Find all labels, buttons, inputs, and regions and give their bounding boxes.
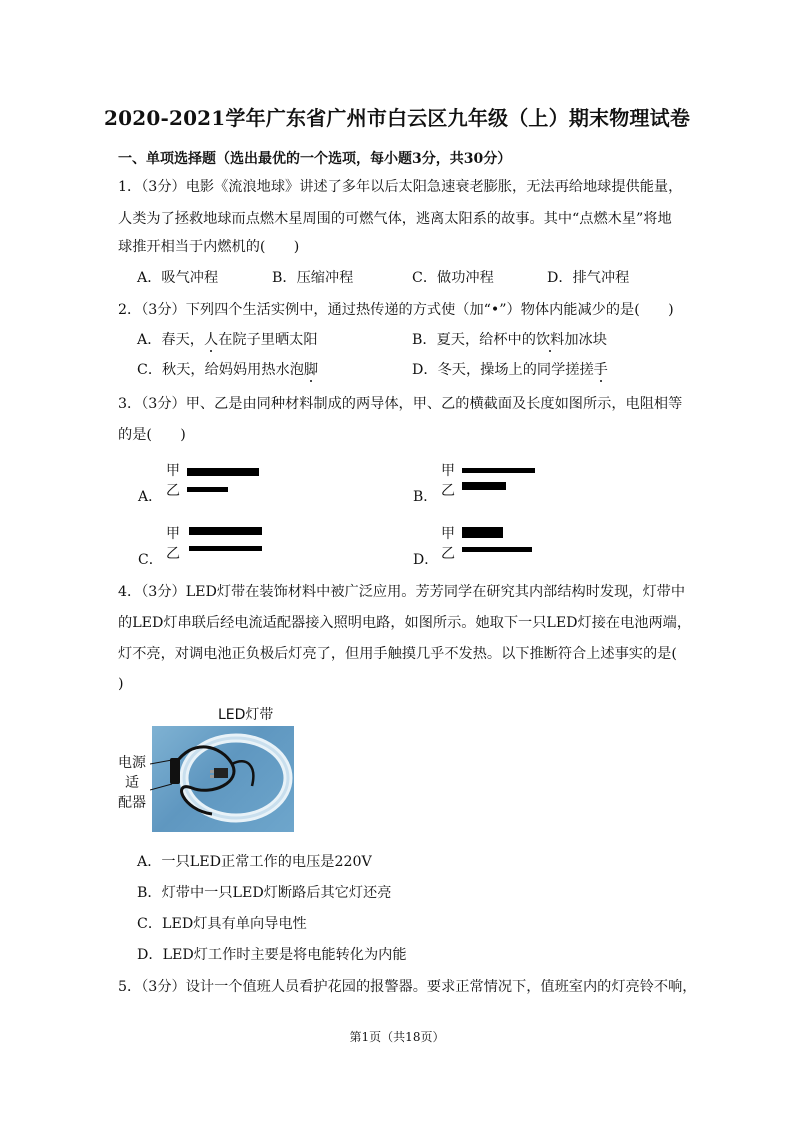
q2-stem-dot: • xyxy=(490,302,500,318)
q1-line2: 人类为了拯救地球而点燃木星周围的可燃气体，逃离太阳系的故事。其中“点燃木星”将地 xyxy=(118,211,672,227)
q2-option-c-dot: 脚 xyxy=(303,362,319,378)
label-jia: 甲 xyxy=(441,463,455,479)
adapter-label-3: 配器 xyxy=(118,795,146,811)
adapter-pointer-lines xyxy=(150,756,180,796)
label-jia: 甲 xyxy=(166,463,180,479)
section-heading: 一、单项选择题（选出最优的一个选项，每小题3分，共30分） xyxy=(118,151,512,167)
q1-option-a: A．吸气冲程 xyxy=(137,270,219,286)
q4-option-b: B．灯带中一只LED灯断路后其它灯还亮 xyxy=(137,885,392,901)
conductor-yi-bar xyxy=(462,482,506,490)
conductor-yi-bar xyxy=(187,487,228,492)
conductor-jia-bar xyxy=(189,527,262,535)
q3-line2: 的是( ) xyxy=(118,427,186,443)
q1-option-d: D．排气冲程 xyxy=(547,270,630,286)
label-yi: 乙 xyxy=(166,483,180,499)
conductor-yi-bar xyxy=(462,547,532,552)
q2-option-d xyxy=(412,363,608,377)
option-label-a: A． xyxy=(138,489,163,505)
q2-option-c-pre: C．秋天，给妈妈用热水泡 xyxy=(137,362,304,378)
page-title: 2020-2021学年广东省广州市白云区九年级（上）期末物理试卷 xyxy=(103,106,691,130)
q5-line1: 5．（3分）设计一个值班人员看护花园的报警器。要求正常情况下，值班室内的灯亮铃不响， xyxy=(118,979,697,995)
q4-option-a: A．一只LED正常工作的电压是220V xyxy=(137,854,372,870)
q1-option-c: C．做功冲程 xyxy=(412,270,494,286)
conductor-jia-bar xyxy=(462,468,535,473)
q4-line2: 的LED灯串联后经电流适配器接入照明电路，如图所示。她取下一只LED灯接在电池两端， xyxy=(118,615,692,631)
q1-line3: 球推开相当于内燃机的( ) xyxy=(118,239,300,255)
q2-option-a xyxy=(137,333,318,347)
q2-option-c xyxy=(137,363,318,377)
q4-line4: ) xyxy=(118,676,124,692)
conductor-jia-bar xyxy=(462,527,503,538)
q1-line1: 1．（3分）电影《流浪地球》讲述了多年以后太阳急速衰老膨胀，无法再给地球提供能量， xyxy=(118,179,683,195)
option-label-d: D． xyxy=(413,552,439,568)
q4-line1: 4．（3分）LED灯带在装饰材料中被广泛应用。芳芳同学在研究其内部结构时发现，灯带中 xyxy=(118,584,686,600)
q2-option-b-dot: 饮料 xyxy=(535,332,565,348)
conductor-jia-bar xyxy=(187,468,259,476)
label-jia: 甲 xyxy=(166,526,180,542)
q2-option-d-pre: D．冬天，操场上的同学搓搓 xyxy=(412,362,594,378)
q2-option-a-pre: A．春天， xyxy=(137,332,204,348)
label-yi: 乙 xyxy=(441,546,455,562)
q2-option-b-post: 加冰块 xyxy=(564,332,607,348)
q2-option-a-dot: 人 xyxy=(204,332,219,348)
option-label-b: B． xyxy=(413,489,438,505)
q2-option-d-dot: 手 xyxy=(593,362,608,378)
label-yi: 乙 xyxy=(441,483,455,499)
q3-line1: 3．（3分）甲、乙是由同种材料制成的两导体，甲、乙的横截面及长度如图所示，电阻相等 xyxy=(118,396,683,412)
q1-option-b: B．压缩冲程 xyxy=(272,270,354,286)
label-jia: 甲 xyxy=(441,526,455,542)
q2-stem-a: 2．（3分）下列四个生活实例中，通过热传递的方式使（加“ xyxy=(118,302,491,318)
led-strip-label: LED灯带 xyxy=(218,707,274,723)
adapter-label-1: 电源 xyxy=(118,755,146,771)
q4-option-d: D．LED灯工作时主要是将电能转化为内能 xyxy=(137,947,407,963)
q2-option-b xyxy=(412,333,607,347)
label-yi: 乙 xyxy=(166,546,180,562)
q2-option-b-pre: B．夏天，给杯中的 xyxy=(412,332,536,348)
conductor-yi-bar xyxy=(189,546,262,551)
q4-option-c: C．LED灯具有单向导电性 xyxy=(137,916,307,932)
q2-stem-b: ”）物体内能减少的是( ) xyxy=(499,302,674,318)
q4-line3: 灯不亮，对调电池正负极后灯亮了，但用手触摸几乎不发热。以下推断符合上述事实的是( xyxy=(118,646,677,662)
q2-stem xyxy=(118,303,674,317)
adapter-label-2: 适 xyxy=(125,775,139,791)
q2-option-a-post: 在院子里晒太阳 xyxy=(218,332,318,348)
page-footer: 第1页（共18页） xyxy=(349,1030,445,1044)
option-label-c: C． xyxy=(138,552,163,568)
